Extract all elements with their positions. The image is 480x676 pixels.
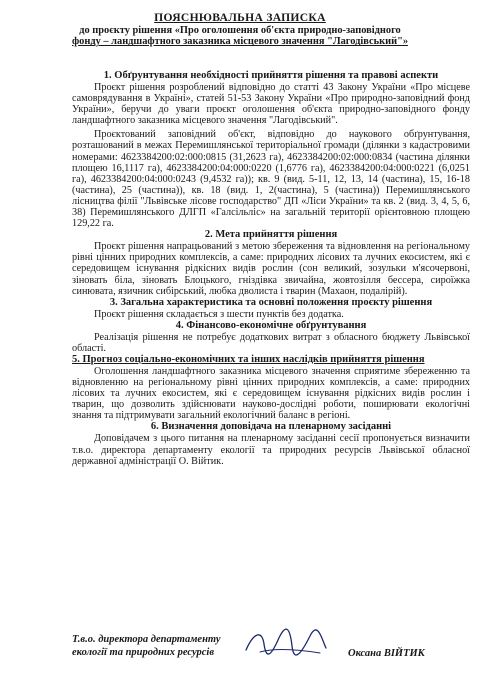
subtitle-line-2: фонду – ландшафтного заказника місцевого значення "Лагодівський"» — [71, 36, 409, 48]
document-body — [72, 70, 470, 467]
section-2-paragraph: Проєкт рішення напрацьований з метою збереження та відновлення на регіональному рівні цінних природних комплексів, а саме: природних лісових та лучних екосистем, які є середовищем існування рідкісних видів рослин (сон великий, зозульки м'ясочервоні, зіновать біла, зіновать Блоцького, гніздівка звичайна, жовтозілля бессера, сироїжка синювата, язичник сибірський, любка дволиста і тварин (Махаон, подалірій). — [72, 241, 470, 297]
signatory-position-line-2: екології та природних ресурсів — [72, 647, 215, 658]
section-6-heading: 6. Визначення доповідача на пленарному засіданні — [150, 421, 392, 433]
subtitle-line-1: до проєкту рішення «Про оголошення об'єкта природно-заповідного — [79, 25, 401, 36]
document-subtitle — [20, 25, 460, 48]
signatory-position-line-1: Т.в.о. директора департаменту — [72, 634, 221, 645]
section-1-heading: 1. Обґрунтування необхідності прийняття рішення та правові аспекти — [103, 70, 439, 81]
section-2-heading: 2. Мета прийняття рішення — [204, 229, 338, 241]
signatory-position — [72, 633, 220, 659]
section-5-heading: 5. Прогноз соціально-економічних та інших наслідків прийняття рішення — [72, 353, 425, 365]
handwritten-signature — [240, 622, 330, 662]
section-3-heading: 3. Загальна характеристика та основні положення проєкту рішення — [109, 296, 433, 308]
signatory-name: Оксана ВІЙТИК — [348, 648, 425, 659]
section-1-paragraph-1: Проєкт рішення розроблений відповідно до статті 43 Закону України «Про місцеве самоврядування в Україні», статей 51-53 Закону України «Про природно-заповідний фонд України», беручи до уваги проєкт оголошення об'єкта природно-заповідного фонду ландшафтного заказника місцевого значення "Лагодівський". — [72, 82, 470, 127]
section-4-heading: 4. Фінансово-економічне обґрунтування — [175, 319, 367, 331]
section-6-paragraph: Доповідачем з цього питання на пленарному засіданні сесії пропонується визначити т.в.о. директора департаменту екології та природних ресурсів Львівської обласної державної адміністрації О. Війтик. — [72, 433, 470, 467]
section-3-paragraph: Проєкт рішення складається з шести пунктів без додатка. — [94, 308, 344, 320]
section-4-paragraph: Реалізація рішення не потребує додаткових витрат з обласного бюджету Львівської області. — [72, 331, 470, 354]
section-5-paragraph: Оголошення ландшафтного заказника місцевого значення сприятиме збереженню та відновленню на регіональному рівні цінних природних комплексів, а саме: природних лісових та лучних екосистем, які є середовищем існування рідкісних видів рослин і тварин, що дозволить здійснювати науково-дослідні роботи, поширювати екологічні знання та підтримувати загальний екологічний баланс в регіоні. — [72, 365, 470, 422]
document-title: ПОЯСНЮВАЛЬНА ЗАПИСКА — [154, 11, 326, 24]
section-1-paragraph-2: Проєктований заповідний об'єкт, відповідно до наукового обґрунтування, розташований в межах Перемишлянської територіальної громади (ділянки з кадастровими номерами: 4623384200:02:000:0815 (31,2623 га), 4623384200:02:000:0834 (частина ділянки площею 16,1117 га), 4623384200:04:000:0220 (1,6776 га), 4623384200:04:000:0221 (6,0251 га), 4623384200:04:000:0243 (9,4532 га)); кв. 9 (вид. 5-11, 12, 13, 14 (частина), 15, 16-18 (частина), 25 (частина)), кв. 18 (вид. 1, 2(частина), 5 (частина)) Перемишлянського лісництва філії "Львівське лісове господарство" ДП «Ліси України» та кв. 2 (вид. 3, 4, 5, 6, 38) Перемишлянського ДЛГП «Галсільліс» на загальній території орієнтовною площею 129,22 га. — [72, 129, 470, 230]
